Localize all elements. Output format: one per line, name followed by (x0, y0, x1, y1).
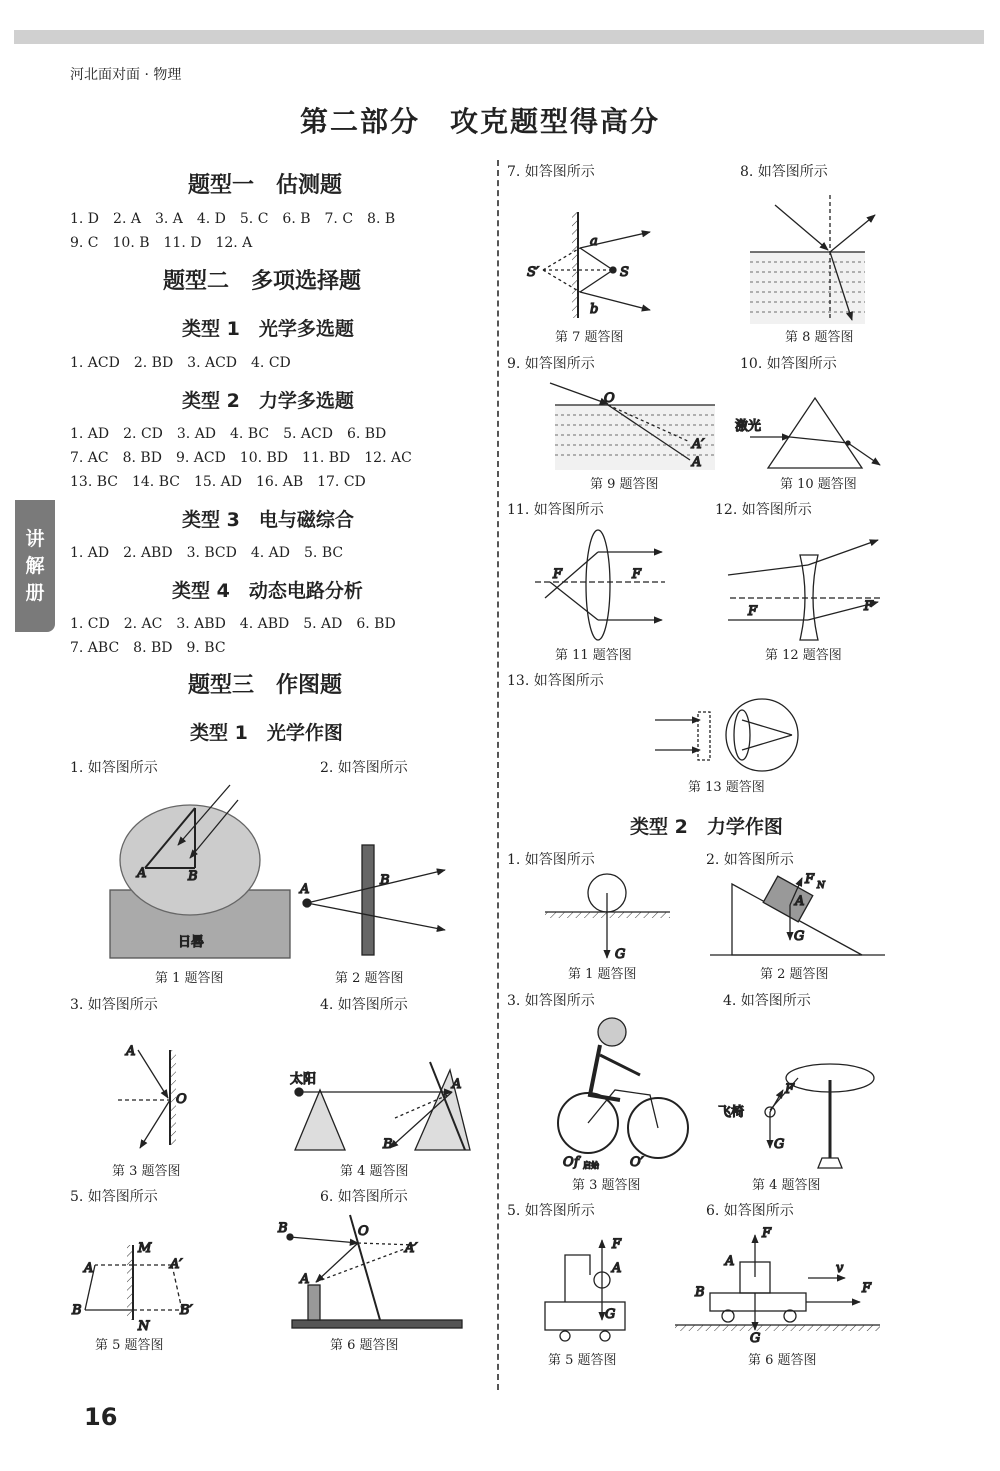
section-title: 题型一 估测题 (188, 173, 343, 198)
book-header: 河北面对面 · 物理 (70, 67, 182, 83)
svg-text:b: b (590, 302, 599, 317)
figure-sundial (110, 785, 290, 958)
svg-text:N: N (138, 1319, 150, 1334)
question-label: 12. 如答图所示 (715, 502, 812, 518)
figure-caption: 第 4 题答图 (752, 1178, 821, 1193)
figure-optics-3 (118, 1044, 187, 1148)
figure-mech-5 (545, 1237, 625, 1341)
question-label: 1. 如答图所示 (70, 760, 158, 776)
page-number: 16 (84, 1403, 118, 1431)
figure-flying-chair (718, 1064, 874, 1168)
svg-text:M: M (138, 1241, 152, 1256)
svg-text:A: A (126, 1044, 136, 1059)
figure-optics-2 (299, 845, 445, 955)
question-label: 1. 如答图所示 (507, 852, 595, 868)
svg-text:F: F (748, 604, 758, 619)
answer-line: 1. CD 2. AC 3. ABD 4. ABD 5. AD 6. BD (70, 616, 396, 632)
svg-text:G: G (774, 1137, 785, 1152)
svg-text:S: S (620, 265, 629, 280)
figure-optics-11 (535, 530, 665, 640)
svg-text:O′: O′ (630, 1155, 644, 1170)
svg-text:A: A (795, 894, 805, 909)
svg-text:O: O (358, 1224, 369, 1239)
svg-text:A′: A′ (692, 437, 705, 452)
figure-optics-10 (735, 398, 880, 468)
answer-line: 7. ABC 8. BD 9. BC (70, 640, 226, 656)
figure-caption: 第 6 题答图 (748, 1353, 817, 1368)
svg-text:F: F (785, 1082, 795, 1097)
label-a: A (137, 866, 147, 881)
svg-text:A: A (692, 455, 702, 470)
figure-caption: 第 4 题答图 (340, 1164, 409, 1179)
svg-text:B: B (278, 1221, 288, 1236)
subsection-title: 类型 4 动态电路分析 (172, 580, 363, 602)
subsection-title: 类型 2 力学多选题 (182, 390, 354, 412)
question-label: 4. 如答图所示 (723, 993, 811, 1009)
question-label: 11. 如答图所示 (507, 502, 604, 518)
side-tab-char: 讲 (25, 528, 45, 550)
question-label: 13. 如答图所示 (507, 673, 604, 689)
svg-text:A′: A′ (405, 1241, 418, 1256)
subsection-title: 类型 3 电与磁综合 (182, 509, 354, 531)
answer-line: 1. AD 2. CD 3. AD 4. BC 5. ACD 6. BD (70, 426, 387, 442)
svg-text:A: A (725, 1254, 735, 1269)
figure-caption: 第 9 题答图 (590, 477, 659, 492)
svg-text:A: A (612, 1261, 622, 1276)
svg-text:N: N (817, 881, 825, 891)
answer-line: 1. D 2. A 3. A 4. D 5. C 6. B 7. C 8. B (70, 211, 396, 227)
question-label: 6. 如答图所示 (706, 1203, 794, 1219)
svg-text:G: G (605, 1307, 616, 1322)
svg-text:A: A (300, 882, 310, 897)
svg-text:F: F (612, 1237, 622, 1252)
figure-optics-7 (527, 212, 650, 318)
figure-caption: 第 2 题答图 (335, 971, 404, 986)
figure-caption: 第 6 题答图 (330, 1338, 399, 1353)
subsection-title: 类型 1 光学作图 (190, 722, 343, 744)
figure-caption: 第 7 题答图 (555, 330, 624, 345)
answer-line: 13. BC 14. BC 15. AD 16. AB 17. CD (70, 474, 366, 490)
figure-bicycle (558, 1018, 688, 1170)
section-title: 题型三 作图题 (188, 673, 343, 698)
svg-text:F: F (632, 567, 642, 582)
svg-text:a: a (590, 234, 598, 249)
figure-mech-6 (675, 1226, 880, 1346)
subsection-title: 类型 2 力学作图 (630, 816, 783, 838)
figure-caption: 第 5 题答图 (95, 1338, 164, 1353)
section-title: 题型二 多项选择题 (163, 269, 362, 294)
answer-line: 1. ACD 2. BD 3. ACD 4. CD (70, 355, 291, 371)
figure-optics-12 (728, 540, 880, 640)
answer-line: 1. AD 2. ABD 3. BCD 4. AD 5. BC (70, 545, 344, 561)
question-label: 8. 如答图所示 (740, 164, 828, 180)
svg-text:B′: B′ (180, 1303, 193, 1318)
svg-text:v: v (836, 1261, 844, 1276)
svg-text:G: G (750, 1331, 761, 1346)
svg-text:F: F (762, 1226, 772, 1241)
answer-line: 7. AC 8. BD 9. ACD 10. BD 11. BD 12. AC (70, 450, 412, 466)
svg-text:启始: 启始 (583, 1161, 599, 1170)
question-label: 3. 如答图所示 (70, 997, 158, 1013)
figure-caption: 第 2 题答图 (760, 967, 829, 982)
figure-caption: 第 12 题答图 (765, 648, 842, 663)
svg-text:f: f (574, 1155, 579, 1170)
svg-text:飞椅: 飞椅 (718, 1105, 745, 1120)
svg-text:F: F (864, 599, 874, 614)
label-b: B (188, 869, 198, 884)
svg-text:O: O (563, 1155, 574, 1170)
figure-caption: 第 1 题答图 (155, 971, 224, 986)
label-sun: 太阳 (290, 1072, 317, 1087)
figure-caption: 第 5 题答图 (548, 1353, 617, 1368)
figure-mech-1 (545, 874, 670, 962)
svg-text:B: B (380, 873, 390, 888)
svg-text:G: G (794, 929, 805, 944)
question-label: 5. 如答图所示 (70, 1189, 158, 1205)
question-label: 2. 如答图所示 (706, 852, 794, 868)
figure-caption: 第 3 题答图 (572, 1178, 641, 1193)
figure-caption: 第 3 题答图 (112, 1164, 181, 1179)
svg-text:B: B (383, 1137, 393, 1152)
svg-text:F: F (862, 1281, 872, 1296)
label-laser: 激光 (735, 419, 762, 434)
subsection-title: 类型 1 光学多选题 (182, 318, 354, 340)
figure-optics-9 (550, 383, 715, 470)
figure-optics-8 (750, 195, 875, 324)
svg-text:B: B (695, 1285, 705, 1300)
svg-text:A: A (84, 1261, 94, 1276)
figure-mech-2 (710, 872, 885, 955)
answer-line: 9. C 10. B 11. D 12. A (70, 235, 253, 251)
figure-optics-13 (655, 699, 798, 771)
question-label: 7. 如答图所示 (507, 164, 595, 180)
svg-text:A: A (300, 1272, 310, 1287)
svg-text:G: G (615, 947, 626, 962)
question-label: 5. 如答图所示 (507, 1203, 595, 1219)
svg-text:B: B (72, 1303, 82, 1318)
svg-text:F: F (553, 567, 563, 582)
figure-caption: 第 10 题答图 (780, 477, 857, 492)
question-label: 3. 如答图所示 (507, 993, 595, 1009)
svg-text:S′: S′ (527, 265, 539, 280)
label-sundial: 日晷 (178, 935, 205, 950)
svg-text:O: O (176, 1092, 187, 1107)
figure-optics-5 (71, 1241, 193, 1334)
svg-text:O: O (604, 391, 615, 406)
svg-text:A′: A′ (170, 1257, 183, 1272)
side-tab-char: 解 (25, 555, 45, 577)
svg-text:A: A (452, 1077, 462, 1092)
side-tab-char: 册 (25, 582, 45, 604)
figure-optics-6 (277, 1215, 462, 1328)
figure-caption: 第 1 题答图 (568, 967, 637, 982)
figure-caption: 第 11 题答图 (555, 648, 632, 663)
question-label: 2. 如答图所示 (320, 760, 408, 776)
figure-optics-4 (290, 1062, 470, 1152)
question-label: 4. 如答图所示 (320, 997, 408, 1013)
page-title: 第二部分 攻克题型得高分 (300, 105, 661, 138)
figure-caption: 第 8 题答图 (785, 330, 854, 345)
svg-text:F: F (805, 872, 815, 887)
figure-caption: 第 13 题答图 (688, 780, 765, 795)
question-label: 9. 如答图所示 (507, 356, 595, 372)
question-label: 10. 如答图所示 (740, 356, 837, 372)
question-label: 6. 如答图所示 (320, 1189, 408, 1205)
